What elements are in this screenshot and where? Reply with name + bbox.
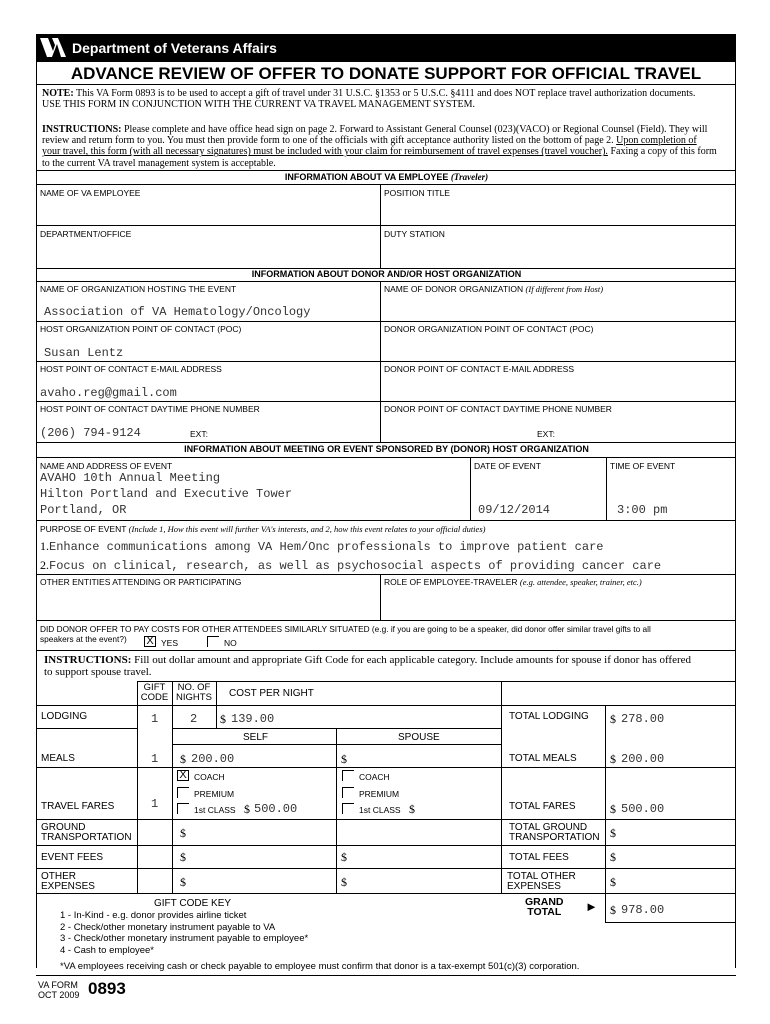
grand-total-arrow-icon: ► xyxy=(585,899,598,914)
event-section-heading: INFORMATION ABOUT MEETING OR EVENT SPONSORED BY (DONOR) HOST ORGANIZATION xyxy=(184,444,589,454)
donor-section-heading: INFORMATION ABOUT DONOR AND/OR HOST ORGANIZATION xyxy=(251,269,522,279)
total-meals[interactable]: 200.00 xyxy=(621,752,665,766)
donor-ext-label: EXT: xyxy=(537,429,555,439)
instructions-line1: Please complete and have office head sign on page 2. Forward to Assistant General Counsel (023)(VACO) or Regional Counsel (Field). They will xyxy=(123,124,708,135)
host-ext-label: EXT: xyxy=(190,429,208,439)
gift-code-3: 3 - Check/other monetary instrument payable to employee* xyxy=(60,933,309,945)
spouse-premium-checkbox[interactable] xyxy=(342,787,354,798)
role-field[interactable] xyxy=(381,588,734,619)
duty-station-field[interactable] xyxy=(381,239,734,267)
host-org-value[interactable]: Association of VA Hematology/Oncology xyxy=(44,305,311,319)
gift-code-2: 2 - Check/other monetary instrument payable to VA xyxy=(60,921,276,933)
event-date-value[interactable]: 09/12/2014 xyxy=(478,503,551,517)
self-first-class-label: 1st CLASS xyxy=(194,805,236,815)
total-fees-dollar: $ xyxy=(610,850,616,864)
event-fees-self-dollar: $ xyxy=(180,850,186,864)
self-premium-checkbox[interactable] xyxy=(177,787,189,798)
total-other-dollar: $ xyxy=(610,875,616,889)
department-field[interactable] xyxy=(37,239,379,267)
travel-fares-label: TRAVEL FARES xyxy=(41,801,115,812)
total-fees-label: TOTAL FEES xyxy=(509,852,569,863)
position-title-field[interactable] xyxy=(381,198,734,224)
form-title: ADVANCE REVIEW OF OFFER TO DONATE SUPPORT FOR OFFICIAL TRAVEL xyxy=(70,64,702,83)
total-fares-label: TOTAL FARES xyxy=(509,801,576,812)
host-email-label: HOST POINT OF CONTACT E-MAIL ADDRESS xyxy=(40,364,222,374)
total-ground-label: TOTAL GROUND TRANSPORTATION xyxy=(509,822,600,843)
total-meals-dollar: $ xyxy=(610,752,616,766)
donor-org-label: NAME OF DONOR ORGANIZATION (If different from Host) xyxy=(384,284,604,294)
employee-name-field[interactable] xyxy=(37,198,379,224)
total-fares-dollar: $ xyxy=(610,802,616,816)
duty-station-label: DUTY STATION xyxy=(384,229,445,239)
total-lodging[interactable]: 278.00 xyxy=(621,712,665,726)
lodging-label: LODGING xyxy=(41,711,88,722)
event-date-label: DATE OF EVENT xyxy=(474,461,541,471)
department-label: DEPARTMENT/OFFICE xyxy=(40,229,132,239)
cost-instructions: INSTRUCTIONS: Fill out dollar amount and appropriate Gift Code for each applicable category. Include amounts for spouse if donor has offered to support spouse travel. xyxy=(44,654,692,678)
spouse-header: SPOUSE xyxy=(398,732,440,743)
event-time-value[interactable]: 3:00 pm xyxy=(617,503,668,517)
gift-code-key-list xyxy=(60,910,308,957)
note-line1: This VA Form 0893 is to be used to accept a gift of travel under 31 U.S.C. §1353 or 5 U.S.C. §4111 and does NOT replace travel authorization documents. xyxy=(76,88,696,99)
host-email-value[interactable]: avaho.reg@gmail.com xyxy=(40,386,177,400)
self-first-class-checkbox[interactable] xyxy=(177,803,189,814)
cost-per-night-header: COST PER NIGHT xyxy=(229,688,314,699)
other-entities-field[interactable] xyxy=(37,588,379,619)
meals-gift-code[interactable]: 1 xyxy=(151,752,159,766)
total-fares[interactable]: 500.00 xyxy=(621,802,665,816)
host-poc-label: HOST ORGANIZATION POINT OF CONTACT (POC) xyxy=(40,324,242,334)
fares-spouse-dollar: $ xyxy=(409,802,415,816)
other-expenses-label: OTHER EXPENSES xyxy=(41,871,95,892)
lodging-gift-code[interactable]: 1 xyxy=(151,712,159,726)
spouse-first-class-label: 1st CLASS xyxy=(359,805,401,815)
total-lodging-dollar: $ xyxy=(610,712,616,726)
ground-label: GROUND TRANSPORTATION xyxy=(41,822,132,843)
spouse-premium-label: PREMIUM xyxy=(359,789,400,799)
other-spouse-dollar: $ xyxy=(341,875,347,889)
note-block xyxy=(42,88,732,110)
gift-code-key-title: GIFT CODE KEY xyxy=(154,898,232,909)
event-name-line3[interactable]: Portland, OR xyxy=(40,503,127,517)
gift-code-4: 4 - Cash to employee* xyxy=(60,945,154,957)
event-fees-label: EVENT FEES xyxy=(41,852,104,863)
self-header: SELF xyxy=(243,732,269,743)
instructions-line3: Faxing a copy of this form xyxy=(610,146,717,158)
total-meals-label: TOTAL MEALS xyxy=(509,753,577,764)
gift-code-footnote: *VA employees receiving cash or check payable to employee must confirm that donor is a tax-exempt 501(c)(3) corporation. xyxy=(60,961,580,972)
other-self-dollar: $ xyxy=(180,875,186,889)
instructions-line3-underline: your travel, this form (with all necessary signatures) must be included with your claim for reimbursement of travel expenses (travel voucher). xyxy=(42,146,608,158)
event-time-label: TIME OF EVENT xyxy=(610,461,676,471)
note-line2: USE THIS FORM IN CONJUNCTION WITH THE CURRENT VA TRAVEL MANAGEMENT SYSTEM. xyxy=(42,99,476,110)
meals-self[interactable]: 200.00 xyxy=(191,752,235,766)
no-checkbox[interactable] xyxy=(207,636,219,647)
total-lodging-label: TOTAL LODGING xyxy=(509,711,589,722)
donor-phone-label: DONOR POINT OF CONTACT DAYTIME PHONE NUMBER xyxy=(384,404,612,414)
event-name-label: NAME AND ADDRESS OF EVENT xyxy=(40,461,173,471)
grand-total-label: GRAND TOTAL xyxy=(525,896,564,918)
other-entities-label: OTHER ENTITIES ATTENDING OR PARTICIPATING xyxy=(40,577,242,587)
grand-total[interactable]: 978.00 xyxy=(621,903,665,917)
instructions-line4: to the current VA travel management system is acceptable. xyxy=(42,157,276,169)
meals-spouse-dollar: $ xyxy=(341,752,347,766)
ground-self-dollar: $ xyxy=(180,826,186,840)
no-label: NO xyxy=(224,638,237,648)
meals-label: MEALS xyxy=(41,753,75,764)
nights-header: NO. OF NIGHTS xyxy=(176,682,212,703)
purpose-line2[interactable]: 2.Focus on clinical, research, as well as psychosocial aspects of providing cancer care xyxy=(40,558,662,573)
host-poc-value[interactable]: Susan Lentz xyxy=(44,346,124,360)
fares-self-dollar: $ xyxy=(244,802,250,816)
self-coach-checkbox[interactable]: X xyxy=(177,770,189,781)
self-premium-label: PREMIUM xyxy=(194,789,235,799)
instructions-block xyxy=(42,124,732,169)
yes-checkbox[interactable]: X xyxy=(144,636,156,647)
event-name-line2[interactable]: Hilton Portland and Executive Tower xyxy=(40,487,293,501)
self-coach-label: COACH xyxy=(194,772,225,782)
purpose-label: PURPOSE OF EVENT (Include 1, How this event will further VA's interests, and 2, how this event relates to your official duties) xyxy=(40,524,486,534)
instructions-line2-underline: Upon completion of xyxy=(616,135,697,147)
host-phone-label: HOST POINT OF CONTACT DAYTIME PHONE NUMBER xyxy=(40,404,260,414)
total-other-label: TOTAL OTHER EXPENSES xyxy=(507,871,576,892)
donor-phone-field[interactable] xyxy=(381,415,734,441)
form-id-label: VA FORM OCT 2009 xyxy=(38,980,80,1000)
gift-code-1: 1 - In-Kind - e.g. donor provides airline ticket xyxy=(60,910,247,921)
donor-org-field[interactable] xyxy=(381,295,734,320)
lodging-cost[interactable]: 139.00 xyxy=(231,712,275,726)
meals-self-dollar: $ xyxy=(180,752,186,766)
grand-total-dollar: $ xyxy=(610,903,616,917)
donor-offer-question-1: DID DONOR OFFER TO PAY COSTS FOR OTHER ATTENDEES SIMILARLY SITUATED (e.g. if you are going to be a speaker, did donor offer similar travel gifts to all xyxy=(40,624,651,634)
host-phone-value[interactable]: (206) 794-9124 xyxy=(40,426,141,440)
fares-self[interactable]: 500.00 xyxy=(254,802,298,816)
spouse-first-class-checkbox[interactable] xyxy=(342,803,354,814)
purpose-line1[interactable]: 1.Enhance communications among VA Hem/Onc professionals to improve patient care xyxy=(40,539,604,554)
event-fees-spouse-dollar: $ xyxy=(341,850,347,864)
yes-label: YES xyxy=(161,638,179,648)
role-label: ROLE OF EMPLOYEE-TRAVELER (e.g. attendee, speaker, trainer, etc.) xyxy=(384,577,642,587)
spouse-coach-checkbox[interactable] xyxy=(342,770,354,781)
spouse-coach-label: COACH xyxy=(359,772,390,782)
donor-email-field[interactable] xyxy=(381,375,734,400)
employee-section-heading: INFORMATION ABOUT VA EMPLOYEE (Traveler) xyxy=(284,172,489,182)
instructions-line2: review and return form to you. You must then provide form to one of the officials with gift acceptance authority listed on the bottom of page 2. xyxy=(42,135,614,147)
position-title-label: POSITION TITLE xyxy=(384,188,450,198)
note-label: NOTE: xyxy=(42,88,74,99)
event-name-line1[interactable]: AVAHO 10th Annual Meeting xyxy=(40,471,221,485)
agency-name: Department of Veterans Affairs xyxy=(72,40,277,56)
donor-email-label: DONOR POINT OF CONTACT E-MAIL ADDRESS xyxy=(384,364,575,374)
employee-name-label: NAME OF VA EMPLOYEE xyxy=(40,188,141,198)
donor-poc-label: DONOR ORGANIZATION POINT OF CONTACT (POC) xyxy=(384,324,594,334)
lodging-nights[interactable]: 2 xyxy=(190,712,198,726)
donor-offer-question-2: speakers at the event?) xyxy=(40,634,127,644)
form-number: 0893 xyxy=(88,979,126,998)
va-logo xyxy=(38,35,68,61)
lodging-cost-dollar: $ xyxy=(220,712,226,726)
gift-code-header: GIFT CODE xyxy=(140,682,169,703)
host-org-label: NAME OF ORGANIZATION HOSTING THE EVENT xyxy=(40,284,237,294)
total-ground-dollar: $ xyxy=(610,826,616,840)
donor-poc-field[interactable] xyxy=(381,335,734,360)
instructions-label: INSTRUCTIONS: xyxy=(42,124,122,135)
fares-gift-code[interactable]: 1 xyxy=(151,797,159,811)
